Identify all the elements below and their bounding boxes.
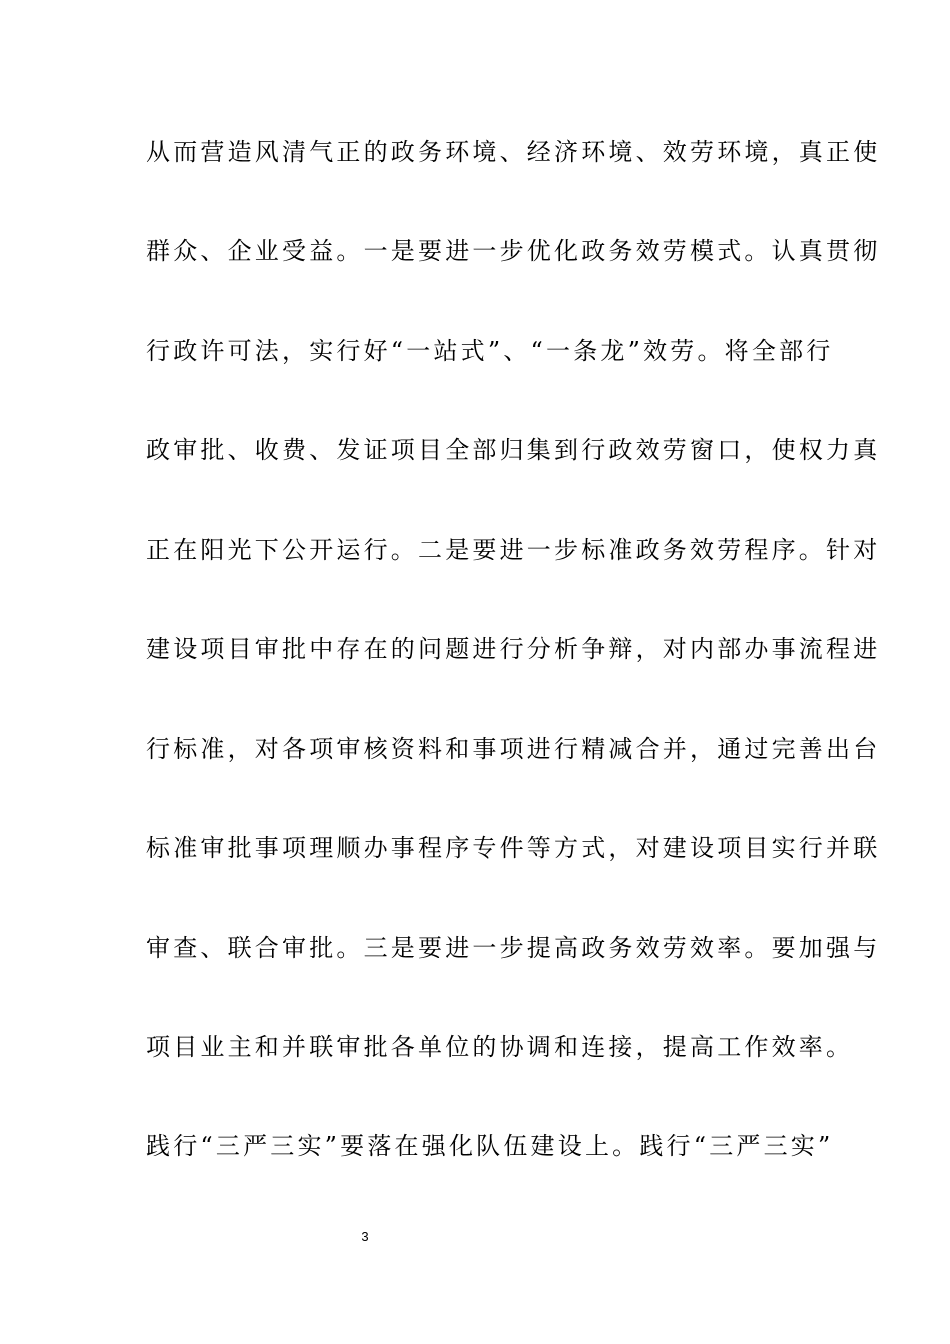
body-text-line: 群众、企业受益。一是要进一步优化政务效劳模式。认真贯彻 xyxy=(146,237,881,265)
body-text-line: 标准审批事项理顺办事程序专件等方式，对建设项目实行并联 xyxy=(146,834,881,862)
body-text-line: 建设项目审批中存在的问题进行分析争辩，对内部办事流程进 xyxy=(146,635,881,663)
body-text-line: 从而营造风清气正的政务环境、经济环境、效劳环境，真正使 xyxy=(146,138,881,166)
body-text-line: 践行“三严三实”要落在强化队伍建设上。践行“三严三实” xyxy=(146,1132,834,1160)
body-text-line: 行标准，对各项审核资料和事项进行精减合并，通过完善出台 xyxy=(146,735,881,763)
body-text-line: 审查、联合审批。三是要进一步提高政务效劳效率。要加强与 xyxy=(146,934,881,962)
page-number: 3 xyxy=(361,1229,369,1244)
body-text-line: 正在阳光下公开运行。二是要进一步标准政务效劳程序。针对 xyxy=(146,536,881,564)
body-text-line: 行政许可法，实行好“一站式”、“一条龙”效劳。将全部行 xyxy=(146,337,834,365)
body-text-line: 政审批、收费、发证项目全部归集到行政效劳窗口，使权力真 xyxy=(146,436,881,464)
body-text-line: 项目业主和并联审批各单位的协调和连接，提高工作效率。 xyxy=(146,1033,854,1061)
